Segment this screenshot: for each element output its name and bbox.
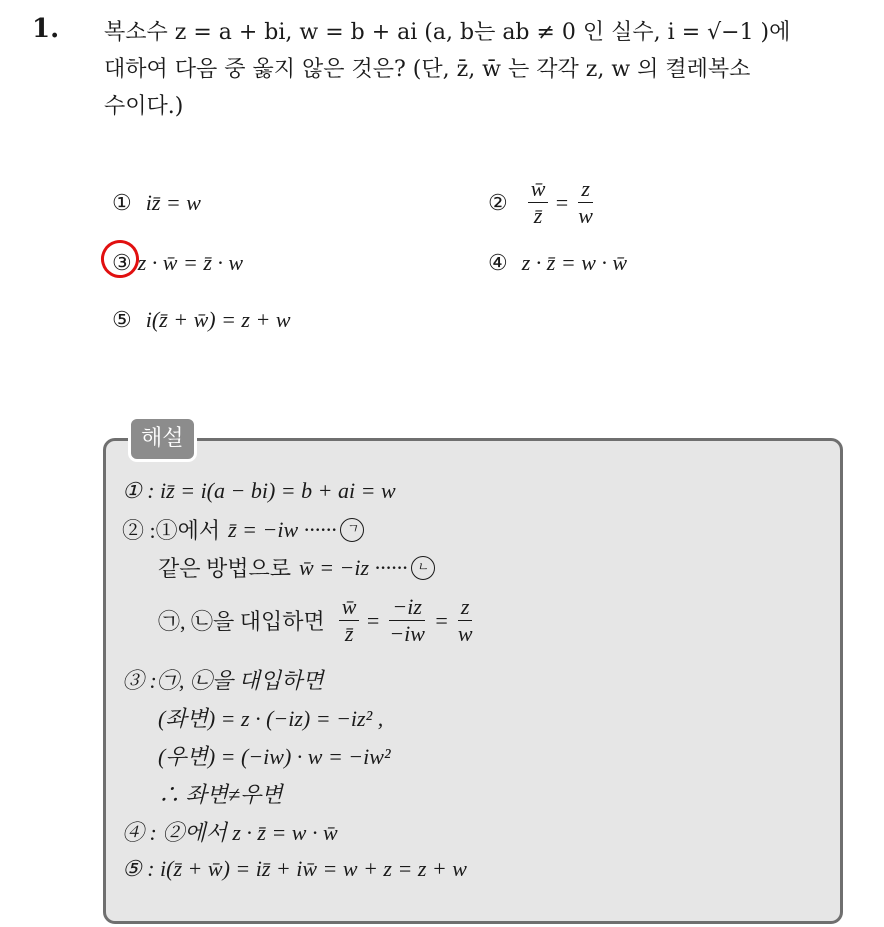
solution-line-4-eq-2: = (433, 607, 449, 633)
option-2-num-left: w̄ (528, 176, 549, 203)
solution-line-4-eq-1: = (365, 607, 381, 633)
option-2-num-right: z (578, 176, 593, 203)
solution-line-4 (158, 594, 482, 647)
solution-line-3-label: 같은 방법으로 (158, 556, 292, 581)
option-5[interactable] (112, 307, 291, 333)
circled-giyeok: ㄱ (340, 518, 364, 542)
option-2-den-right: w (578, 203, 593, 228)
solution-line-1: ① : iz̄ = i(a − bi) = b + ai = w (122, 478, 396, 503)
solution-line-4-label: ㉠, ㉡을 대입하면 (158, 609, 325, 634)
solution-line-4-frac-3 (455, 594, 476, 647)
solution-line-2 (122, 514, 367, 545)
solution-line-7: (우변) = (−iw) · w = −iw² (158, 744, 391, 769)
option-4[interactable] (488, 250, 627, 276)
solution-line-4-frac-3-num: z (458, 594, 473, 621)
solution-line-4-frac-1-den: z̄ (344, 621, 354, 646)
option-3-marker: ③ (112, 250, 132, 275)
option-1-marker: ① (112, 190, 132, 215)
question-number: 1. (32, 14, 60, 44)
question-line-2: 대하여 다음 중 옳지 않은 것은? (단, z̄, w̄ 는 각각 z, w 의 켤레복소 (104, 57, 751, 82)
solution-line-4-frac-2-num: −iz (389, 594, 425, 621)
question-line-1: 복소수 z = a + bi, w = b + ai (a, b는 ab ≠ 0 인 실수, i = √−1 )에 (104, 20, 791, 45)
option-1[interactable] (112, 190, 201, 216)
solution-line-4-frac-2-den: −iw (389, 621, 425, 646)
solution-line-4-frac-1 (339, 594, 360, 647)
option-2-fraction-left (528, 176, 549, 229)
solution-title: 해설 (128, 416, 197, 462)
solution-line-3-expr: w̄ = −iz ······ (299, 554, 408, 580)
option-2-den-left: z̄ (533, 203, 543, 228)
solution-line-2-expr: z̄ = −iw ······ (228, 516, 337, 542)
solution-line-5: ③ :㉠, ㉡을 대입하면 (122, 668, 324, 693)
question-text (104, 14, 864, 125)
option-2-fraction-right (575, 176, 596, 229)
option-2[interactable] (488, 176, 602, 229)
solution-line-4-frac-1-num: w̄ (339, 594, 360, 621)
option-2-marker: ② (488, 189, 508, 215)
solution-line-9: ④ : ②에서 z · z̄ = w · w̄ (122, 820, 338, 845)
circled-nieun: ㄴ (411, 556, 435, 580)
solution-line-2-label: ② :①에서 (122, 518, 221, 543)
solution-line-10: ⑤ : i(z̄ + w̄) = iz̄ + iw̄ = w + z = z + w (122, 856, 467, 881)
option-2-equals: = (554, 189, 570, 215)
option-3-expr: z · w̄ = z̄ · w (137, 250, 244, 275)
option-5-expr: i(z̄ + w̄) = z + w (145, 307, 291, 332)
option-5-marker: ⑤ (112, 307, 132, 332)
option-4-marker: ④ (488, 250, 508, 275)
solution-line-4-frac-3-den: w (457, 621, 473, 646)
question-line-3: 수이다.) (104, 94, 184, 119)
solution-line-8: ∴ 좌변≠우변 (158, 782, 283, 807)
option-1-expr: iz̄ = w (145, 190, 201, 215)
solution-line-3 (158, 552, 438, 583)
option-4-expr: z · z̄ = w · w̄ (521, 250, 628, 275)
solution-line-4-frac-2 (386, 594, 428, 647)
solution-line-6: (좌변) = z · (−iz) = −iz² , (158, 706, 384, 731)
